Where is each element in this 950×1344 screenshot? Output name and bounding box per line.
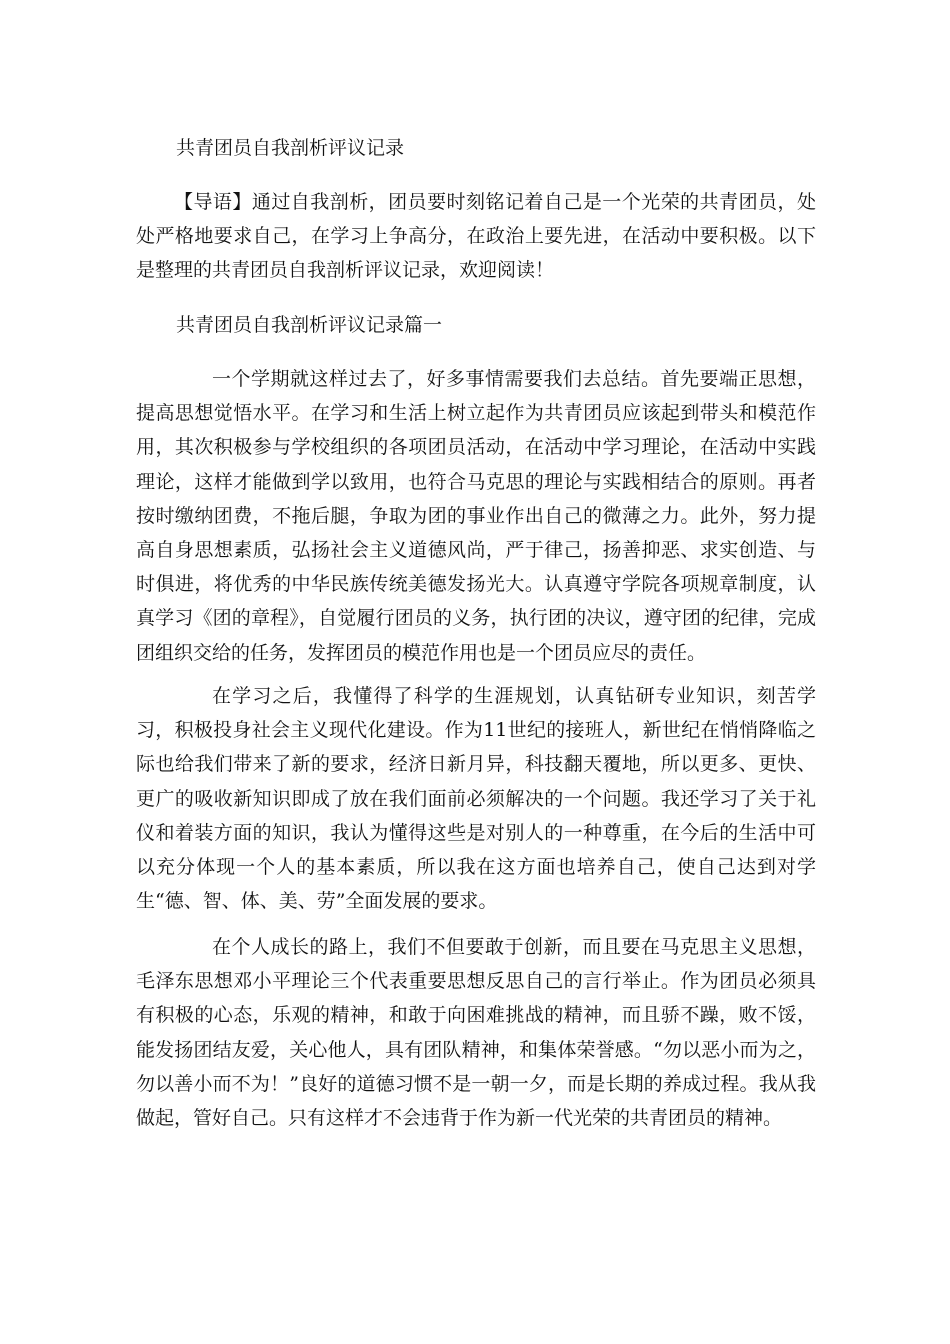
section-title: 共青团员自我剖析评议记录篇一 [176, 314, 443, 336]
body-paragraph-1: 一个学期就这样过去了，好多事情需要我们去总结。首先要端正思想，提高思想觉悟水平。在学习和生活上树立起作为共青团员应该起到带头和模范作用，其次积极参与学校组织的各项团员活动，在活动中学习理论，在活动中实践理论，这样才能做到学以致用，也符合马克思的理论与实践相结合的原则。再者按时缴纳团费，不拖后腿，争取为团的事业作出自己的微薄之力。此外，努力提高自身思想素质，弘扬社会主义道德风尚，严于律己，扬善抑恶、求实创造、与时俱进，将优秀的中华民族传统美德发扬光大。认真遵守学院各项规章制度，认真学习《团的章程》，自觉履行团员的义务，执行团的决议，遵守团的纪律，完成团组织交给的任务，发挥团员的模范作用也是一个团员应尽的责任。 [136, 368, 816, 664]
document-title: 共青团员自我剖析评议记录 [176, 137, 405, 159]
body-paragraph-2: 在学习之后，我懂得了科学的生涯规划，认真钻研专业知识，刻苦学习，积极投身社会主义现代化建设。作为11世纪的接班人，新世纪在悄悄降临之际也给我们带来了新的要求，经济日新月异，科技翻天覆地，所以更多、更快、更广的吸收新知识即成了放在我们面前必须解决的一个问题。我还学习了关于礼仪和着装方面的知识，我认为懂得这些是对别人的一种尊重，在今后的生活中可以充分体现一个人的基本素质，所以我在这方面也培养自己，使自己达到对学生“德、智、体、美、劳”全面发展的要求。 [136, 685, 816, 913]
intro-paragraph: 【导语】通过自我剖析，团员要时刻铭记着自己是一个光荣的共青团员，处处严格地要求自己，在学习上争高分，在政治上要先进，在活动中要积极。以下是整理的共青团员自我剖析评议记录，欢迎阅读！ [136, 191, 816, 282]
body-paragraph-3: 在个人成长的路上，我们不但要敢于创新，而且要在马克思主义思想，毛泽东思想邓小平理论三个代表重要思想反思自己的言行举止。作为团员必须具有积极的心态，乐观的精神，和敢于向困难挑战的精神，而且骄不躁，败不馁，能发扬团结友爱，关心他人，具有团队精神，和集体荣誉感。“勿以恶小而为之，勿以善小而不为！”良好的道德习惯不是一朝一夕，而是长期的养成过程。我从我做起，管好自己。只有这样才不会违背于作为新一代光荣的共青团员的精神。 [136, 936, 816, 1130]
